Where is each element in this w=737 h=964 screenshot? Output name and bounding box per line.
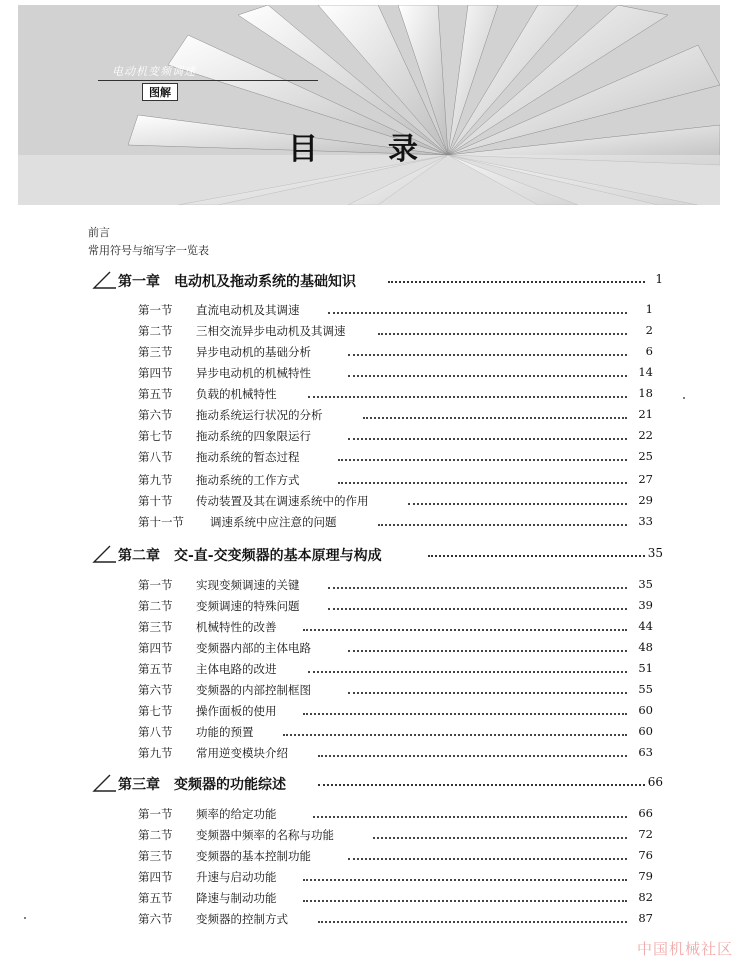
toc-entry[interactable] (138, 703, 653, 721)
section-title: 降速与制动功能 (196, 890, 281, 906)
toc-entry[interactable] (138, 890, 653, 908)
section-page: 1 (645, 302, 653, 316)
section-number: 第一节 (138, 807, 173, 821)
section-title: 拖动系统的四象限运行 (196, 428, 315, 444)
section-page: 76 (638, 848, 653, 862)
section-number: 第八节 (138, 725, 173, 739)
section-page: 6 (645, 344, 653, 358)
toc-entry[interactable] (138, 344, 653, 362)
header-banner (18, 5, 720, 205)
section-title: 直流电动机及其调速 (196, 302, 304, 318)
leader-dots (388, 279, 645, 283)
section-number: 第三节 (138, 620, 173, 634)
section-page: 66 (638, 806, 653, 820)
toc-entry[interactable] (138, 661, 653, 679)
toc-entry[interactable] (138, 386, 653, 404)
front-matter-preface: 前言 (88, 226, 110, 239)
section-number: 第四节 (138, 641, 173, 655)
toc-entry[interactable] (138, 682, 653, 700)
section-title: 变频器内部的主体电路 (196, 640, 315, 656)
chapter-marker-icon (88, 773, 118, 795)
section-number: 第十节 (138, 494, 173, 508)
section-number: 第三节 (138, 849, 173, 863)
section-page: 60 (638, 724, 653, 738)
leader-dots (363, 416, 627, 419)
section-number: 第一节 (138, 578, 173, 592)
section-page: 25 (638, 449, 653, 463)
leader-dots (303, 878, 627, 881)
front-matter-symbols: 常用符号与缩写字一览表 (88, 244, 209, 257)
section-title: 负载的机械特性 (196, 386, 281, 402)
section-page: 60 (638, 703, 653, 717)
series-subtitle: 图解 (142, 83, 178, 101)
section-number: 第五节 (138, 662, 173, 676)
section-number: 第五节 (138, 387, 173, 401)
section-title: 变频调速的特殊问题 (196, 598, 304, 614)
section-title: 传动装置及其在调速系统中的作用 (196, 493, 373, 509)
section-page: 72 (638, 827, 653, 841)
leader-dots (318, 782, 645, 786)
toc-entry[interactable] (138, 640, 653, 658)
section-title: 主体电路的改进 (196, 661, 281, 677)
leader-dots (328, 586, 627, 589)
leader-dots (408, 502, 627, 505)
section-title: 拖动系统的工作方式 (196, 472, 304, 488)
page-title: 目录 (288, 132, 488, 167)
leader-dots (308, 395, 627, 398)
section-page: 87 (638, 911, 653, 925)
section-number: 第六节 (138, 683, 173, 697)
leader-dots (318, 920, 627, 923)
section-title: 变频器的控制方式 (196, 911, 292, 927)
leader-dots (328, 607, 627, 610)
section-page: 63 (638, 745, 653, 759)
section-page: 51 (638, 661, 653, 675)
section-number: 第七节 (138, 704, 173, 718)
section-title: 变频器的内部控制框图 (196, 682, 315, 698)
leader-dots (348, 374, 627, 377)
toc-entry[interactable] (138, 493, 653, 511)
section-number: 第九节 (138, 473, 173, 487)
chapter-title: 第一章 电动机及拖动系统的基础知识 (118, 271, 362, 291)
leader-dots (283, 733, 627, 736)
section-title: 拖动系统的暂态过程 (196, 449, 304, 465)
section-number: 第六节 (138, 912, 173, 926)
toc-entry[interactable] (138, 323, 653, 341)
section-number: 第九节 (138, 746, 173, 760)
toc-entry[interactable] (138, 848, 653, 866)
section-number: 第六节 (138, 408, 173, 422)
chapter-title: 第二章 交-直-交变频器的基本原理与构成 (118, 545, 388, 565)
chapter-marker-icon (88, 544, 118, 566)
section-title: 操作面板的使用 (196, 703, 281, 719)
leader-dots (348, 437, 627, 440)
leader-dots (303, 628, 627, 631)
leader-dots (313, 815, 627, 818)
section-title: 常用逆变模块介绍 (196, 745, 292, 761)
leader-dots (373, 836, 627, 839)
series-divider (98, 80, 318, 81)
toc-entry[interactable] (138, 827, 653, 845)
section-page: 82 (638, 890, 653, 904)
section-number: 第四节 (138, 870, 173, 884)
leader-dots (348, 649, 627, 652)
section-page: 14 (638, 365, 653, 379)
section-title: 频率的给定功能 (196, 806, 281, 822)
section-title: 实现变频调速的关键 (196, 577, 304, 593)
section-page: 22 (638, 428, 653, 442)
leader-dots (303, 899, 627, 902)
leader-dots (348, 691, 627, 694)
section-number: 第二节 (138, 828, 173, 842)
section-page: 44 (638, 619, 653, 633)
section-number: 第十一节 (138, 515, 184, 529)
section-page: 35 (638, 577, 653, 591)
toc-entry[interactable] (138, 806, 653, 824)
section-page: 55 (638, 682, 653, 696)
chapter-page: 1 (655, 272, 663, 286)
section-number: 第四节 (138, 366, 173, 380)
leader-dots (378, 523, 627, 526)
section-number: 第七节 (138, 429, 173, 443)
toc-entry[interactable] (138, 724, 653, 742)
section-title: 机械特性的改善 (196, 619, 281, 635)
section-title: 拖动系统运行状况的分析 (196, 407, 327, 423)
series-tag (98, 61, 318, 101)
leader-dots (308, 670, 627, 673)
chapter-1[interactable] (88, 270, 663, 292)
section-title: 变频器的基本控制功能 (196, 848, 315, 864)
section-page: 33 (638, 514, 653, 528)
section-number: 第一节 (138, 303, 173, 317)
section-page: 21 (638, 407, 653, 421)
leader-dots (338, 458, 627, 461)
leader-dots (378, 332, 627, 335)
leader-dots (318, 754, 627, 757)
section-page: 2 (645, 323, 653, 337)
toc-entry[interactable] (138, 577, 653, 595)
section-title: 异步电动机的机械特性 (196, 365, 315, 381)
toc-entry[interactable] (138, 911, 653, 929)
toc-entry[interactable] (138, 407, 653, 425)
toc-entry[interactable] (138, 365, 653, 383)
section-page: 29 (638, 493, 653, 507)
watermark: 中国机械社区 (636, 940, 733, 958)
section-page: 79 (638, 869, 653, 883)
leader-dots (428, 553, 645, 557)
toc-entry[interactable] (138, 598, 653, 616)
section-title: 调速系统中应注意的问题 (210, 514, 341, 530)
section-page: 39 (638, 598, 653, 612)
section-page: 48 (638, 640, 653, 654)
toc-entry[interactable] (138, 302, 653, 320)
section-title: 异步电动机的基础分析 (196, 344, 315, 360)
section-page: 27 (638, 472, 653, 486)
leader-dots (348, 857, 627, 860)
leader-dots (348, 353, 627, 356)
section-title: 升速与启动功能 (196, 869, 281, 885)
chapter-3[interactable] (88, 773, 663, 795)
section-number: 第五节 (138, 891, 173, 905)
toc-entry[interactable] (138, 869, 653, 887)
series-title: 电动机变频调速 (112, 65, 196, 78)
section-number: 第二节 (138, 324, 173, 338)
toc-entry[interactable] (138, 745, 653, 763)
section-number: 第八节 (138, 450, 173, 464)
toc-entry[interactable] (138, 619, 653, 637)
chapter-page: 35 (647, 546, 663, 560)
toc-entry[interactable] (138, 428, 653, 446)
chapter-title: 第三章 变频器的功能综述 (118, 774, 292, 794)
toc-entry[interactable] (138, 472, 653, 490)
chapter-marker-icon (88, 270, 118, 292)
section-title: 三相交流异步电动机及其调速 (196, 323, 350, 339)
starburst-graphic (18, 5, 720, 205)
leader-dots (328, 311, 627, 314)
section-title: 变频器中频率的名称与功能 (196, 827, 338, 843)
scan-speck (683, 397, 685, 399)
toc-entry[interactable] (138, 449, 653, 467)
scan-speck (24, 917, 26, 919)
chapter-2[interactable] (88, 544, 663, 566)
leader-dots (303, 712, 627, 715)
leader-dots (338, 481, 627, 484)
section-page: 18 (638, 386, 653, 400)
section-number: 第二节 (138, 599, 173, 613)
section-title: 功能的预置 (196, 724, 258, 740)
chapter-page: 66 (647, 775, 663, 789)
toc-entry[interactable] (138, 514, 653, 532)
section-number: 第三节 (138, 345, 173, 359)
